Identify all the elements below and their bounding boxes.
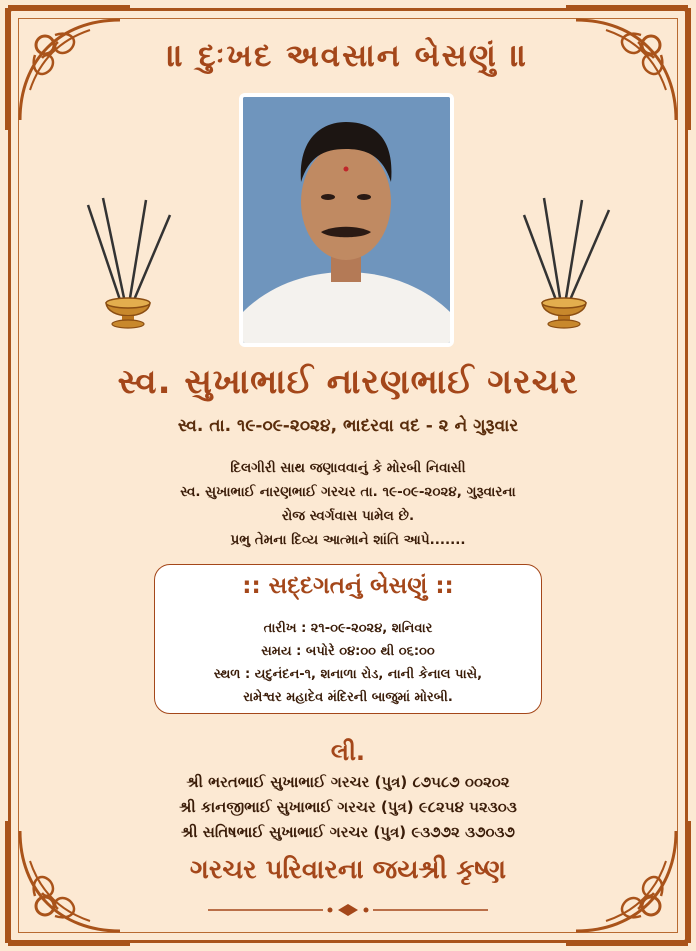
message-line: રોજ સ્વર્ગવાસ પામેલ છે. [281, 508, 415, 524]
contact-line: શ્રી ભરતભાઈ સુખાભાઈ ગરચર (પુત્ર) ૮૭૫૮૭ ૦૦૨૦૨ [186, 773, 510, 791]
besanu-date: તારીખ : ૨૧-૦૯-૨૦૨૪, શનિવાર [263, 621, 433, 636]
besanu-venue-cont: રામેશ્વર મહાદેવ મંદિરની બાજુમાં મોરબી. [243, 690, 453, 705]
incense-holder-icon [514, 195, 614, 335]
contact-list [0, 770, 696, 845]
ornamental-divider-icon [208, 904, 488, 916]
signature-label: લી. [330, 738, 366, 766]
incense-holder-icon [78, 195, 178, 335]
deceased-name: સ્વ. સુખાભાઈ નારણભાઈ ગરચર [117, 362, 579, 402]
besanu-venue: સ્થળ : યદુનંદન-૧, શનાળા રોડ, નાની કેનાલ પાસે, [213, 667, 483, 682]
message-line: દિલગીરી સાથ જણાવવાનું કે મોરબી નિવાસી [230, 460, 466, 476]
contact-line: શ્રી સતિષભાઈ સુખાભાઈ ગરચર (પુત્ર) ૯૩૭૭૨ ૩૭૦૩૭ [181, 823, 515, 841]
corner-ornament-icon [0, 0, 150, 150]
portrait-photo [239, 93, 454, 347]
contact-line: શ્રી કાનજીભાઈ સુખાભાઈ ગરચર (પુત્ર) ૯૮૨૫૪ ૫૨૩૦૩ [179, 798, 517, 816]
besanu-time: સમય : બપોરે ૦૪:૦૦ થી ૦૬:૦૦ [261, 644, 435, 659]
message-line: સ્વ. સુખાભાઈ નારણભાઈ ગરચર તા. ૧૯-૦૯-૨૦૨૪, ગુરૂવારના [180, 484, 516, 500]
portrait-image [243, 97, 450, 343]
death-date-line: સ્વ. તા. ૧૯-૦૯-૨૦૨૪, ભાદરવા વદ - ૨ ને ગુરૂવાર [177, 416, 519, 436]
condolence-message [120, 456, 576, 552]
message-line: પ્રભુ તેમના દિવ્ય આત્માને શાંતિ આપે....... [230, 532, 466, 548]
besanu-title: :: સદ્દગતનું બેસણું :: [242, 573, 454, 599]
family-greeting: ગરચર પરિવારના જયશ્રી કૃષ્ણ [189, 855, 507, 885]
besanu-details [155, 617, 541, 709]
page-title: ॥ દુઃખદ અવસાન બેસણું ॥ [167, 38, 529, 74]
besanu-details-box [154, 564, 542, 714]
corner-ornament-icon [546, 0, 696, 150]
